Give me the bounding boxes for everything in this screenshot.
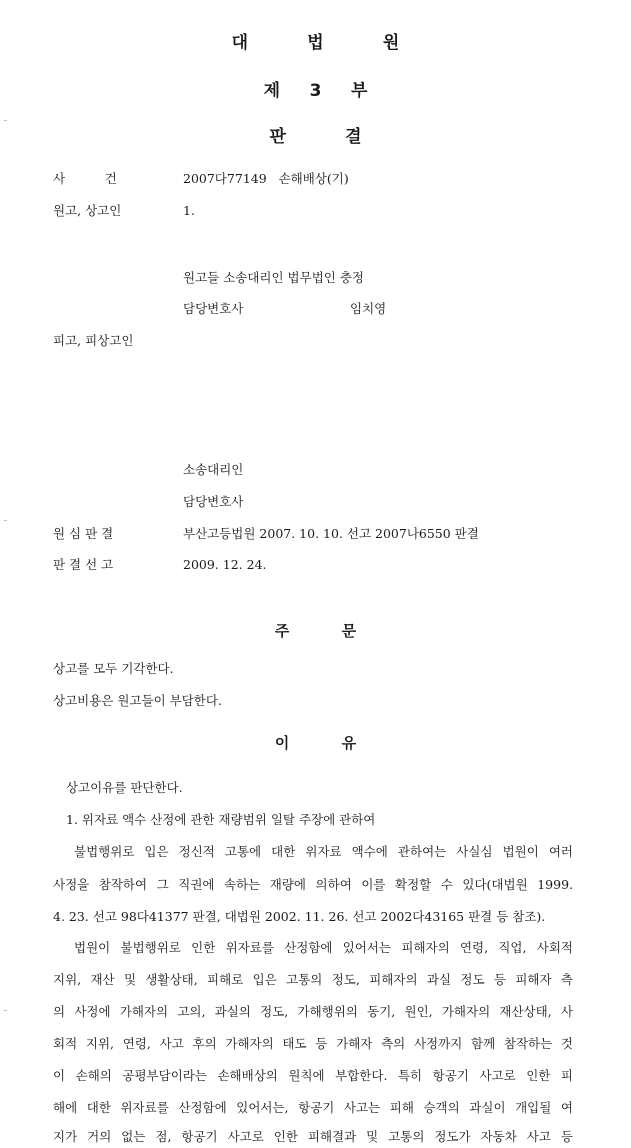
defendant-label: 피고, 피상고인 <box>53 333 134 348</box>
plaintiff-row <box>0 200 631 222</box>
reasons-intro: 상고이유를 판단한다. <box>66 780 183 795</box>
defendant-counsel-row <box>0 459 631 481</box>
paragraph-line: 지위, 재산 및 생활상태, 피해로 입은 고통의 정도, 피해자의 과실 정도 등 피해자 측 <box>53 972 573 987</box>
case-label: 사 건 <box>53 171 117 186</box>
paragraph-line: 해에 대한 위자료를 산정함에 있어서는, 항공기 사고는 피해 승객의 과실이 개입될 여 <box>53 1100 573 1115</box>
defendant-counsel: 소송대리인 <box>183 462 244 477</box>
order-line: 상고비용은 원고들이 부담한다. <box>53 693 222 708</box>
paragraph-line: 이 손해의 공평부담이라는 손해배상의 원칙에 부합한다. 특히 항공기 사고로 인한 피 <box>53 1068 573 1083</box>
plaintiff-label: 원고, 상고인 <box>53 203 122 218</box>
case-value: 2007다77149 손해배상(기) <box>183 171 349 186</box>
division-name: 제 3 부 <box>263 81 368 101</box>
paragraph-line: 사정을 참작하여 그 직권에 속하는 재량에 의하여 이를 확정할 수 있다(대법원 1999. <box>53 877 573 892</box>
scan-edge-mark <box>4 120 7 121</box>
plaintiff-counsel-row <box>0 267 631 289</box>
paragraph-line: 의 사정에 가해자의 고의, 과실의 정도, 가해행위의 동기, 원인, 가해자의 재산상태, 사 <box>53 1004 573 1019</box>
order-line: 상고를 모두 기각한다. <box>53 661 174 676</box>
lower-court-label: 원 심 판 결 <box>53 526 114 541</box>
scan-edge-mark <box>4 520 7 521</box>
paragraph-line: 법원이 불법행위로 인한 위자료를 산정함에 있어서는 피해자의 연령, 직업, 사회적 <box>74 940 573 955</box>
lower-court-value: 부산고등법원 2007. 10. 10. 선고 2007나6550 판결 <box>183 526 479 541</box>
plaintiff-lawyer-row <box>0 298 631 320</box>
decision-date-value: 2009. 12. 24. <box>183 557 267 572</box>
decision-date-row <box>0 554 631 576</box>
reasons-heading: 이 유 <box>274 734 357 752</box>
defendant-row <box>0 330 631 352</box>
order-heading: 주 문 <box>274 622 357 640</box>
judgment-title: 판 결 <box>269 127 362 147</box>
paragraph-line: 회적 지위, 연령, 사고 후의 가해자의 태도 등 가해자 측의 사정까지 함께 참작하는 것 <box>53 1036 573 1051</box>
defendant-lawyer-row <box>0 491 631 513</box>
paragraph-line: 불법행위로 입은 정신적 고통에 대한 위자료 액수에 관하여는 사실심 법원이 여러 <box>74 844 573 859</box>
lower-court-row <box>0 523 631 545</box>
court-name: 대 법 원 <box>231 33 400 53</box>
plaintiff-value: 1. <box>183 203 195 218</box>
paragraph-line: 지가 거의 없는 점, 항공기 사고로 인한 피해결과 및 고통의 정도가 자동차 사고 등 <box>53 1129 573 1144</box>
plaintiff-counsel: 원고들 소송대리인 법무법인 충정 <box>183 270 364 285</box>
plaintiff-lawyer-name: 임치영 <box>350 301 387 316</box>
scan-edge-mark <box>4 1010 7 1011</box>
section-title: 1. 위자료 액수 산정에 관한 재량범위 일탈 주장에 관하여 <box>66 812 376 827</box>
plaintiff-lawyer-label: 담당변호사 <box>183 301 244 316</box>
decision-date-label: 판 결 선 고 <box>53 557 114 572</box>
paragraph-line: 4. 23. 선고 98다41377 판결, 대법원 2002. 11. 26. 선고 2002다43165 판결 등 참조). <box>53 909 546 924</box>
defendant-lawyer-label: 담당변호사 <box>183 494 244 509</box>
case-row <box>0 168 631 190</box>
